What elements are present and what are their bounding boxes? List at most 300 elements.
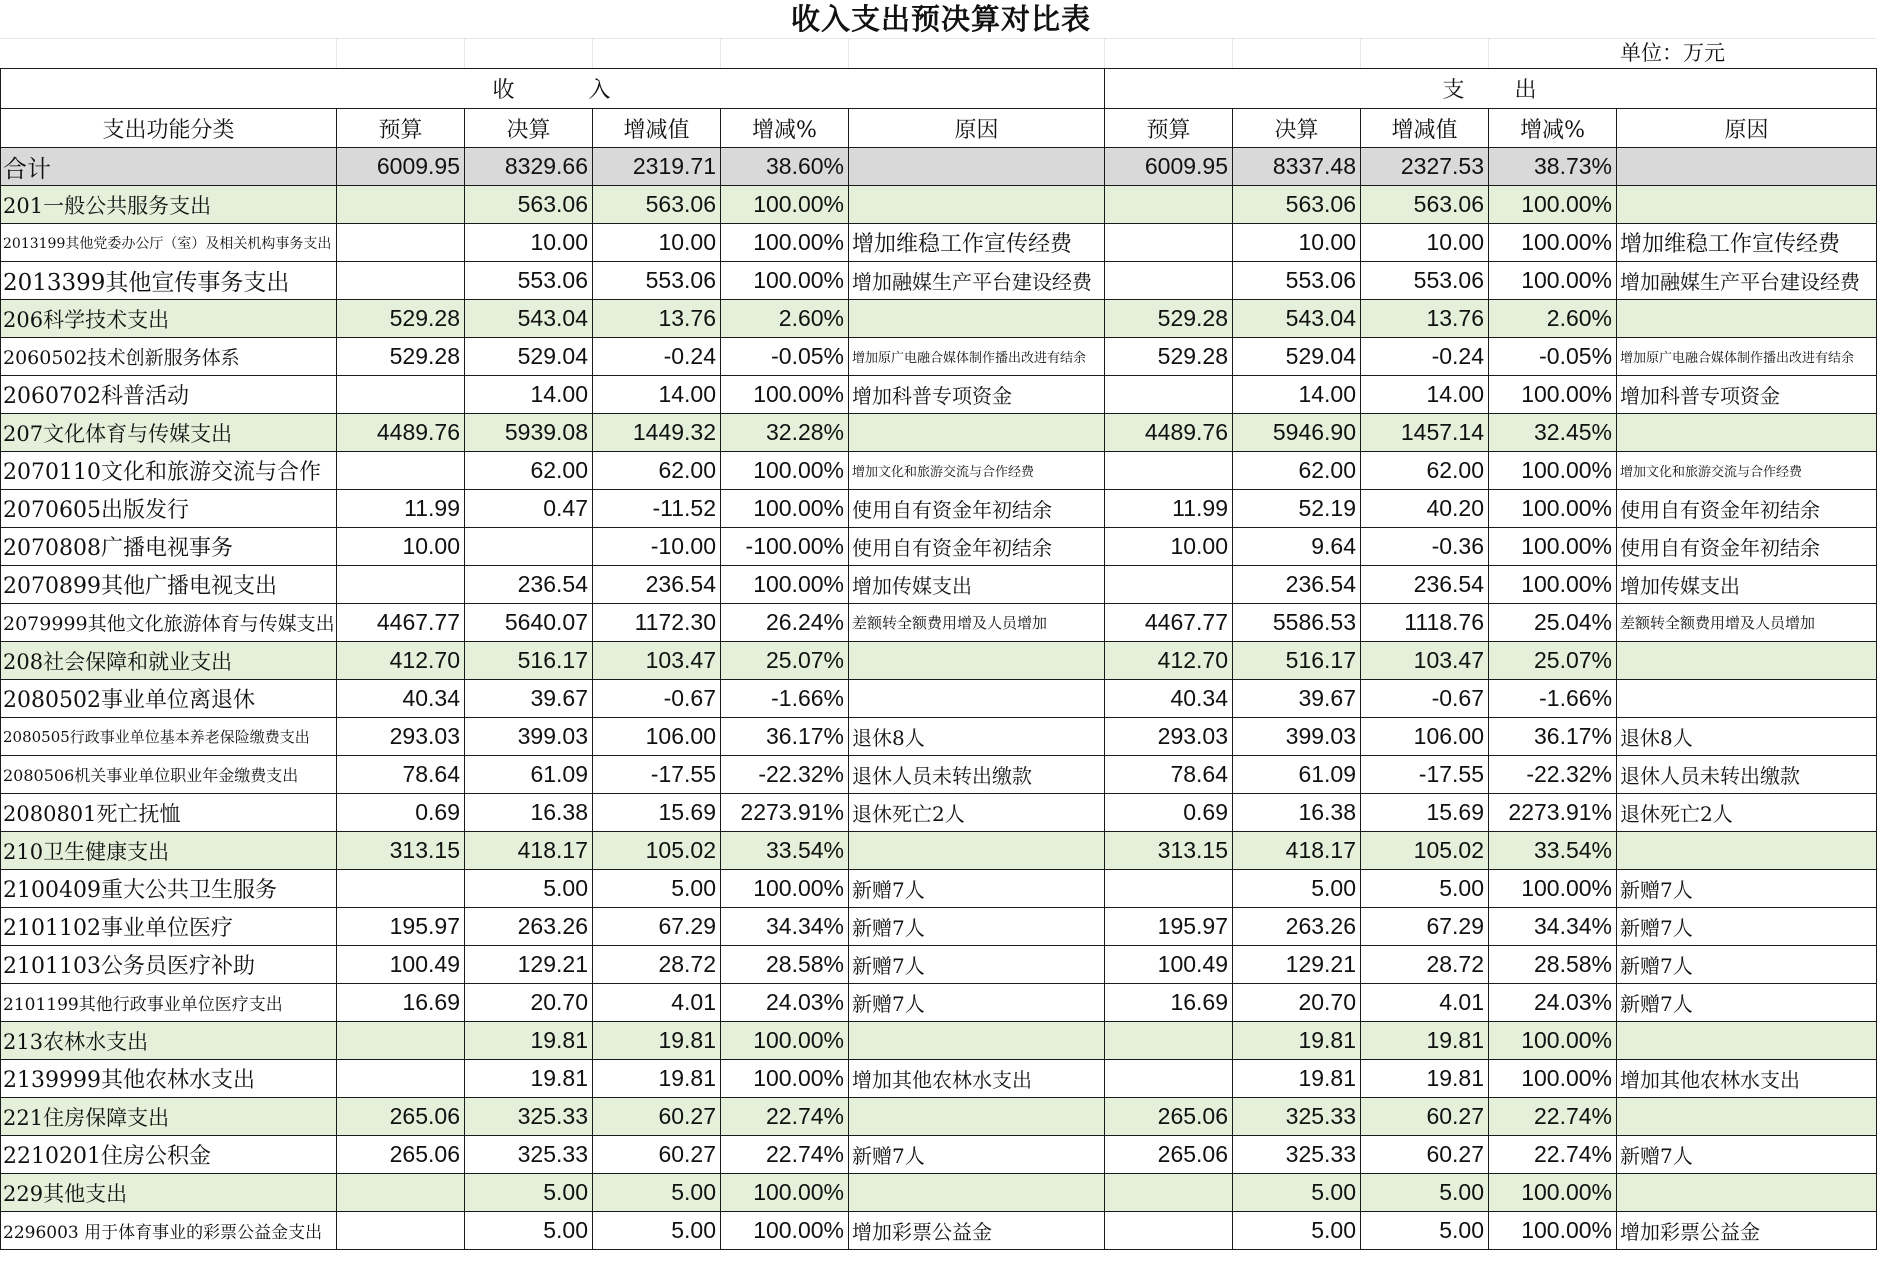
income-change-cell: 67.29 — [593, 908, 721, 946]
expense-change-cell: 5.00 — [1361, 870, 1489, 908]
category-cell: 221住房保障支出 — [1, 1098, 337, 1136]
table-row — [1, 718, 1877, 756]
expense-reason-cell: 退休人员未转出缴款 — [1617, 756, 1877, 794]
expense-change-pct-cell: 38.73% — [1489, 148, 1617, 186]
income-final-cell: 325.33 — [465, 1136, 593, 1174]
expense-final-cell: 529.04 — [1233, 338, 1361, 376]
income-change-cell: 105.02 — [593, 832, 721, 870]
section-row — [1, 832, 1877, 870]
income-budget-cell: 265.06 — [337, 1136, 465, 1174]
header-expense-budget: 预算 — [1105, 109, 1233, 148]
category-cell: 2013199其他党委办公厅（室）及相关机构事务支出 — [1, 224, 337, 262]
expense-budget-cell — [1105, 452, 1233, 490]
income-change-pct-cell: 100.00% — [721, 452, 849, 490]
income-change-pct-cell: 100.00% — [721, 376, 849, 414]
income-budget-cell: 293.03 — [337, 718, 465, 756]
expense-change-pct-cell: 100.00% — [1489, 1022, 1617, 1060]
income-change-cell: 103.47 — [593, 642, 721, 680]
expense-final-cell: 553.06 — [1233, 262, 1361, 300]
expense-change-pct-cell: 100.00% — [1489, 490, 1617, 528]
income-final-cell: 516.17 — [465, 642, 593, 680]
income-reason-cell — [849, 186, 1105, 224]
income-reason-cell: 增加彩票公益金 — [849, 1212, 1105, 1250]
expense-group-header: 支 出 — [1105, 69, 1877, 109]
expense-final-cell: 5946.90 — [1233, 414, 1361, 452]
income-change-cell: 4.01 — [593, 984, 721, 1022]
header-expense-reason: 原因 — [1617, 109, 1877, 148]
income-reason-cell — [849, 1098, 1105, 1136]
expense-reason-cell — [1617, 1022, 1877, 1060]
expense-reason-cell: 增加原广电融合媒体制作播出改进有结余 — [1617, 338, 1877, 376]
income-reason-cell: 增加原广电融合媒体制作播出改进有结余 — [849, 338, 1105, 376]
income-budget-cell: 313.15 — [337, 832, 465, 870]
income-budget-cell — [337, 452, 465, 490]
table-row — [1, 756, 1877, 794]
expense-change-pct-cell: 32.45% — [1489, 414, 1617, 452]
expense-budget-cell: 100.49 — [1105, 946, 1233, 984]
expense-reason-cell — [1617, 832, 1877, 870]
expense-reason-cell — [1617, 300, 1877, 338]
income-final-cell: 16.38 — [465, 794, 593, 832]
income-change-cell: 5.00 — [593, 1174, 721, 1212]
expense-reason-cell: 新赠7人 — [1617, 870, 1877, 908]
expense-budget-cell — [1105, 1060, 1233, 1098]
income-change-cell: 236.54 — [593, 566, 721, 604]
income-final-cell: 325.33 — [465, 1098, 593, 1136]
income-change-pct-cell: 22.74% — [721, 1098, 849, 1136]
expense-change-pct-cell: 25.04% — [1489, 604, 1617, 642]
income-change-pct-cell: 32.28% — [721, 414, 849, 452]
table-row — [1, 946, 1877, 984]
income-final-cell: 14.00 — [465, 376, 593, 414]
expense-change-pct-cell: 36.17% — [1489, 718, 1617, 756]
group-header-row — [1, 69, 1877, 109]
expense-change-cell: 1457.14 — [1361, 414, 1489, 452]
expense-budget-cell: 40.34 — [1105, 680, 1233, 718]
expense-change-pct-cell: 22.74% — [1489, 1136, 1617, 1174]
category-cell: 2079999其他文化旅游体育与传媒支出 — [1, 604, 337, 642]
total-row — [1, 148, 1877, 186]
income-change-cell: -10.00 — [593, 528, 721, 566]
expense-change-cell: 15.69 — [1361, 794, 1489, 832]
expense-final-cell: 5.00 — [1233, 1174, 1361, 1212]
income-final-cell — [465, 528, 593, 566]
income-change-pct-cell: 24.03% — [721, 984, 849, 1022]
income-budget-cell: 265.06 — [337, 1098, 465, 1136]
income-final-cell: 61.09 — [465, 756, 593, 794]
expense-final-cell: 14.00 — [1233, 376, 1361, 414]
expense-change-pct-cell: 2.60% — [1489, 300, 1617, 338]
expense-final-cell: 129.21 — [1233, 946, 1361, 984]
category-cell: 2210201住房公积金 — [1, 1136, 337, 1174]
table-row — [1, 1212, 1877, 1250]
table-row — [1, 908, 1877, 946]
income-change-pct-cell: 100.00% — [721, 1022, 849, 1060]
income-budget-cell: 529.28 — [337, 338, 465, 376]
expense-reason-cell — [1617, 680, 1877, 718]
income-change-cell: 62.00 — [593, 452, 721, 490]
income-final-cell: 0.47 — [465, 490, 593, 528]
spacer-row — [0, 38, 1876, 69]
category-cell: 210卫生健康支出 — [1, 832, 337, 870]
income-reason-cell — [849, 680, 1105, 718]
header-expense-change-pct: 增减% — [1489, 109, 1617, 148]
category-cell: 2013399其他宣传事务支出 — [1, 262, 337, 300]
income-change-cell: 10.00 — [593, 224, 721, 262]
income-change-cell: 106.00 — [593, 718, 721, 756]
income-budget-cell: 6009.95 — [337, 148, 465, 186]
expense-budget-cell — [1105, 262, 1233, 300]
category-cell: 2070808广播电视事务 — [1, 528, 337, 566]
expense-budget-cell — [1105, 1174, 1233, 1212]
section-row — [1, 1022, 1877, 1060]
expense-change-cell: 553.06 — [1361, 262, 1489, 300]
expense-reason-cell: 差额转全额费用增及人员增加 — [1617, 604, 1877, 642]
table-row — [1, 452, 1877, 490]
expense-change-pct-cell: -0.05% — [1489, 338, 1617, 376]
income-change-pct-cell: 100.00% — [721, 1174, 849, 1212]
income-reason-cell: 新赠7人 — [849, 946, 1105, 984]
expense-reason-cell: 增加维稳工作宣传经费 — [1617, 224, 1877, 262]
expense-budget-cell — [1105, 1212, 1233, 1250]
income-change-cell: 15.69 — [593, 794, 721, 832]
expense-change-cell: 19.81 — [1361, 1060, 1489, 1098]
income-budget-cell — [337, 224, 465, 262]
expense-change-pct-cell: -22.32% — [1489, 756, 1617, 794]
income-reason-cell: 增加传媒支出 — [849, 566, 1105, 604]
income-final-cell: 5939.08 — [465, 414, 593, 452]
expense-budget-cell — [1105, 186, 1233, 224]
page-title: 收入支出预决算对比表 — [790, 2, 1091, 36]
income-reason-cell: 增加融媒生产平台建设经费 — [849, 262, 1105, 300]
expense-change-pct-cell: 2273.91% — [1489, 794, 1617, 832]
expense-budget-cell: 11.99 — [1105, 490, 1233, 528]
category-cell: 207文化体育与传媒支出 — [1, 414, 337, 452]
category-cell: 2080801死亡抚恤 — [1, 794, 337, 832]
expense-final-cell: 5.00 — [1233, 1212, 1361, 1250]
income-final-cell: 263.26 — [465, 908, 593, 946]
expense-final-cell: 563.06 — [1233, 186, 1361, 224]
header-income-reason: 原因 — [849, 109, 1105, 148]
income-change-pct-cell: -22.32% — [721, 756, 849, 794]
expense-change-cell: 28.72 — [1361, 946, 1489, 984]
income-change-cell: 2319.71 — [593, 148, 721, 186]
category-cell: 2060702科普活动 — [1, 376, 337, 414]
expense-change-cell: 106.00 — [1361, 718, 1489, 756]
expense-change-cell: 103.47 — [1361, 642, 1489, 680]
expense-final-cell: 52.19 — [1233, 490, 1361, 528]
income-reason-cell: 退休8人 — [849, 718, 1105, 756]
income-budget-cell — [337, 1212, 465, 1250]
expense-final-cell: 325.33 — [1233, 1098, 1361, 1136]
table-row — [1, 224, 1877, 262]
expense-change-pct-cell: 100.00% — [1489, 1174, 1617, 1212]
expense-change-pct-cell: 28.58% — [1489, 946, 1617, 984]
expense-budget-cell — [1105, 870, 1233, 908]
income-reason-cell: 新赠7人 — [849, 984, 1105, 1022]
expense-change-pct-cell: 34.34% — [1489, 908, 1617, 946]
expense-budget-cell — [1105, 566, 1233, 604]
income-change-cell: -11.52 — [593, 490, 721, 528]
section-row — [1, 414, 1877, 452]
income-change-pct-cell: 22.74% — [721, 1136, 849, 1174]
expense-final-cell: 263.26 — [1233, 908, 1361, 946]
header-expense-final: 决算 — [1233, 109, 1361, 148]
category-cell: 2070110文化和旅游交流与合作 — [1, 452, 337, 490]
table-row — [1, 984, 1877, 1022]
expense-change-pct-cell: 100.00% — [1489, 1212, 1617, 1250]
expense-reason-cell: 增加传媒支出 — [1617, 566, 1877, 604]
income-reason-cell: 退休人员未转出缴款 — [849, 756, 1105, 794]
expense-budget-cell: 4489.76 — [1105, 414, 1233, 452]
income-change-pct-cell: 2.60% — [721, 300, 849, 338]
income-final-cell: 553.06 — [465, 262, 593, 300]
income-change-pct-cell: 100.00% — [721, 566, 849, 604]
expense-budget-cell: 529.28 — [1105, 338, 1233, 376]
table-row — [1, 262, 1877, 300]
income-reason-cell: 增加文化和旅游交流与合作经费 — [849, 452, 1105, 490]
expense-change-cell: 40.20 — [1361, 490, 1489, 528]
income-budget-cell — [337, 1022, 465, 1060]
income-final-cell: 5.00 — [465, 870, 593, 908]
income-change-pct-cell: 26.24% — [721, 604, 849, 642]
income-change-pct-cell: 100.00% — [721, 186, 849, 224]
expense-change-pct-cell: 100.00% — [1489, 186, 1617, 224]
expense-reason-cell: 新赠7人 — [1617, 908, 1877, 946]
category-cell: 2100409重大公共卫生服务 — [1, 870, 337, 908]
income-final-cell: 62.00 — [465, 452, 593, 490]
income-change-cell: 5.00 — [593, 1212, 721, 1250]
expense-reason-cell: 使用自有资金年初结余 — [1617, 490, 1877, 528]
income-final-cell: 19.81 — [465, 1060, 593, 1098]
category-cell: 229其他支出 — [1, 1174, 337, 1212]
income-reason-cell — [849, 414, 1105, 452]
unit-label: 单位：万元 — [1620, 41, 1725, 65]
category-cell: 208社会保障和就业支出 — [1, 642, 337, 680]
section-row — [1, 642, 1877, 680]
expense-budget-cell: 265.06 — [1105, 1136, 1233, 1174]
header-income-change: 增减值 — [593, 109, 721, 148]
expense-final-cell: 5.00 — [1233, 870, 1361, 908]
category-cell: 2080505行政事业单位基本养老保险缴费支出 — [1, 718, 337, 756]
income-budget-cell — [337, 376, 465, 414]
expense-final-cell: 19.81 — [1233, 1022, 1361, 1060]
income-final-cell: 129.21 — [465, 946, 593, 984]
income-reason-cell — [849, 1022, 1105, 1060]
expense-change-cell: 60.27 — [1361, 1098, 1489, 1136]
income-budget-cell: 4489.76 — [337, 414, 465, 452]
expense-final-cell: 20.70 — [1233, 984, 1361, 1022]
table-row — [1, 566, 1877, 604]
expense-change-cell: 105.02 — [1361, 832, 1489, 870]
income-change-pct-cell: 100.00% — [721, 224, 849, 262]
income-reason-cell: 使用自有资金年初结余 — [849, 528, 1105, 566]
income-change-cell: 19.81 — [593, 1060, 721, 1098]
table-row — [1, 1060, 1877, 1098]
expense-final-cell: 543.04 — [1233, 300, 1361, 338]
income-final-cell: 5.00 — [465, 1212, 593, 1250]
expense-final-cell: 236.54 — [1233, 566, 1361, 604]
expense-reason-cell — [1617, 642, 1877, 680]
income-reason-cell: 使用自有资金年初结余 — [849, 490, 1105, 528]
expense-change-cell: 5.00 — [1361, 1174, 1489, 1212]
income-final-cell: 10.00 — [465, 224, 593, 262]
expense-change-cell: 14.00 — [1361, 376, 1489, 414]
expense-final-cell: 9.64 — [1233, 528, 1361, 566]
income-reason-cell: 增加科普专项资金 — [849, 376, 1105, 414]
income-budget-cell — [337, 186, 465, 224]
expense-change-cell: 60.27 — [1361, 1136, 1489, 1174]
income-reason-cell: 新赠7人 — [849, 908, 1105, 946]
income-change-pct-cell: 100.00% — [721, 1060, 849, 1098]
category-cell: 2070605出版发行 — [1, 490, 337, 528]
income-change-cell: -17.55 — [593, 756, 721, 794]
expense-budget-cell: 195.97 — [1105, 908, 1233, 946]
income-change-pct-cell: 36.17% — [721, 718, 849, 756]
expense-budget-cell — [1105, 376, 1233, 414]
expense-reason-cell — [1617, 414, 1877, 452]
expense-change-cell: 19.81 — [1361, 1022, 1489, 1060]
income-change-cell: 19.81 — [593, 1022, 721, 1060]
expense-reason-cell: 退休8人 — [1617, 718, 1877, 756]
income-reason-cell — [849, 642, 1105, 680]
category-cell: 2060502技术创新服务体系 — [1, 338, 337, 376]
income-change-pct-cell: 25.07% — [721, 642, 849, 680]
expense-change-pct-cell: 33.54% — [1489, 832, 1617, 870]
expense-change-pct-cell: 100.00% — [1489, 566, 1617, 604]
category-cell: 2080506机关事业单位职业年金缴费支出 — [1, 756, 337, 794]
expense-change-pct-cell: 100.00% — [1489, 224, 1617, 262]
income-group-header: 收 入 — [1, 69, 1105, 109]
income-budget-cell: 10.00 — [337, 528, 465, 566]
income-change-pct-cell: 38.60% — [721, 148, 849, 186]
expense-change-cell: 5.00 — [1361, 1212, 1489, 1250]
expense-reason-cell: 增加彩票公益金 — [1617, 1212, 1877, 1250]
expense-reason-cell: 增加科普专项资金 — [1617, 376, 1877, 414]
category-cell: 2101103公务员医疗补助 — [1, 946, 337, 984]
income-budget-cell: 4467.77 — [337, 604, 465, 642]
income-final-cell: 5.00 — [465, 1174, 593, 1212]
expense-budget-cell: 412.70 — [1105, 642, 1233, 680]
income-budget-cell — [337, 1060, 465, 1098]
expense-budget-cell: 265.06 — [1105, 1098, 1233, 1136]
expense-budget-cell: 10.00 — [1105, 528, 1233, 566]
expense-budget-cell: 78.64 — [1105, 756, 1233, 794]
header-income-final: 决算 — [465, 109, 593, 148]
income-budget-cell — [337, 870, 465, 908]
expense-change-cell: -17.55 — [1361, 756, 1489, 794]
expense-change-pct-cell: 100.00% — [1489, 1060, 1617, 1098]
income-reason-cell: 增加维稳工作宣传经费 — [849, 224, 1105, 262]
income-final-cell: 39.67 — [465, 680, 593, 718]
table-row — [1, 794, 1877, 832]
income-reason-cell: 新赠7人 — [849, 870, 1105, 908]
expense-final-cell: 399.03 — [1233, 718, 1361, 756]
income-budget-cell: 412.70 — [337, 642, 465, 680]
income-final-cell: 543.04 — [465, 300, 593, 338]
income-change-cell: 563.06 — [593, 186, 721, 224]
expense-budget-cell: 6009.95 — [1105, 148, 1233, 186]
table-row — [1, 1136, 1877, 1174]
income-change-pct-cell: 100.00% — [721, 1212, 849, 1250]
income-budget-cell — [337, 1174, 465, 1212]
expense-reason-cell: 新赠7人 — [1617, 984, 1877, 1022]
expense-final-cell: 8337.48 — [1233, 148, 1361, 186]
income-change-pct-cell: 28.58% — [721, 946, 849, 984]
category-cell: 201一般公共服务支出 — [1, 186, 337, 224]
category-cell: 2296003 用于体育事业的彩票公益金支出 — [1, 1212, 337, 1250]
table-row — [1, 680, 1877, 718]
income-change-pct-cell: 2273.91% — [721, 794, 849, 832]
expense-final-cell: 10.00 — [1233, 224, 1361, 262]
expense-reason-cell: 新赠7人 — [1617, 1136, 1877, 1174]
income-reason-cell — [849, 148, 1105, 186]
budget-comparison-table — [0, 68, 1877, 1250]
expense-reason-cell: 增加文化和旅游交流与合作经费 — [1617, 452, 1877, 490]
expense-change-pct-cell: 100.00% — [1489, 528, 1617, 566]
expense-final-cell: 19.81 — [1233, 1060, 1361, 1098]
income-change-cell: 14.00 — [593, 376, 721, 414]
category-cell: 2101102事业单位医疗 — [1, 908, 337, 946]
income-change-pct-cell: 100.00% — [721, 262, 849, 300]
income-change-cell: 1449.32 — [593, 414, 721, 452]
income-final-cell: 399.03 — [465, 718, 593, 756]
table-row — [1, 528, 1877, 566]
category-cell: 206科学技术支出 — [1, 300, 337, 338]
expense-final-cell: 516.17 — [1233, 642, 1361, 680]
expense-final-cell: 418.17 — [1233, 832, 1361, 870]
category-cell: 2101199其他行政事业单位医疗支出 — [1, 984, 337, 1022]
table-row — [1, 490, 1877, 528]
expense-reason-cell: 增加融媒生产平台建设经费 — [1617, 262, 1877, 300]
income-change-cell: 60.27 — [593, 1098, 721, 1136]
expense-change-cell: 62.00 — [1361, 452, 1489, 490]
expense-budget-cell: 4467.77 — [1105, 604, 1233, 642]
expense-budget-cell: 16.69 — [1105, 984, 1233, 1022]
income-reason-cell: 退休死亡2人 — [849, 794, 1105, 832]
income-budget-cell: 100.49 — [337, 946, 465, 984]
income-change-cell: 553.06 — [593, 262, 721, 300]
expense-change-cell: 10.00 — [1361, 224, 1489, 262]
income-budget-cell — [337, 262, 465, 300]
expense-change-pct-cell: 100.00% — [1489, 262, 1617, 300]
income-reason-cell — [849, 300, 1105, 338]
expense-reason-cell — [1617, 1174, 1877, 1212]
income-reason-cell — [849, 832, 1105, 870]
expense-reason-cell: 使用自有资金年初结余 — [1617, 528, 1877, 566]
expense-reason-cell — [1617, 186, 1877, 224]
expense-budget-cell: 293.03 — [1105, 718, 1233, 756]
income-change-cell: 28.72 — [593, 946, 721, 984]
expense-final-cell: 16.38 — [1233, 794, 1361, 832]
section-row — [1, 1174, 1877, 1212]
income-change-pct-cell: -1.66% — [721, 680, 849, 718]
category-cell: 合计 — [1, 148, 337, 186]
expense-reason-cell: 增加其他农林水支出 — [1617, 1060, 1877, 1098]
expense-budget-cell — [1105, 224, 1233, 262]
category-cell: 213农林水支出 — [1, 1022, 337, 1060]
expense-change-cell: -0.36 — [1361, 528, 1489, 566]
income-change-pct-cell: -100.00% — [721, 528, 849, 566]
header-expense-change: 增减值 — [1361, 109, 1489, 148]
expense-change-cell: 13.76 — [1361, 300, 1489, 338]
income-budget-cell: 0.69 — [337, 794, 465, 832]
expense-final-cell: 5586.53 — [1233, 604, 1361, 642]
income-final-cell: 418.17 — [465, 832, 593, 870]
income-change-pct-cell: 33.54% — [721, 832, 849, 870]
income-final-cell: 19.81 — [465, 1022, 593, 1060]
income-budget-cell: 40.34 — [337, 680, 465, 718]
